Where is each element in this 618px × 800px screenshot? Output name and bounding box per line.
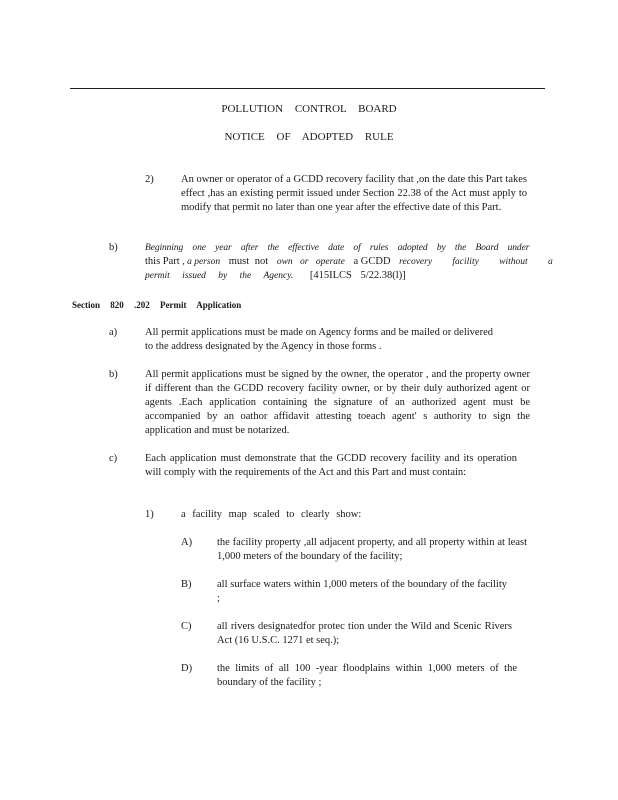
item-b-top-text (145, 241, 553, 283)
item-b-top-line3 (145, 269, 520, 283)
sub-c-text: all rivers designatedfor protec tion under the Wild and Scenic Rivers Act (16 U.S.C. 1271 et seq.); (217, 621, 512, 646)
line3-part-a: permit issued by the Agency. (145, 271, 294, 281)
line2-part-e: a GCDD (353, 256, 391, 267)
item-b-top-line1: Beginning one year after the effective date of rules adopted by the Board under (145, 243, 530, 253)
item-c-text: Each application must demonstrate that the GCDD recovery facility and its operation will comply with the requirements of the Act and this Part and must contain: (145, 453, 517, 478)
sub-d-text: the limits of all 100 -year floodplains within 1,000 meters of the boundary of the facility ; (217, 663, 517, 688)
item-c1-label: 1) (145, 509, 154, 520)
sub-a-label: A) (181, 537, 193, 548)
item-b-top-label: b) (109, 242, 118, 253)
board-title: POLLUTION CONTROL BOARD (221, 103, 397, 115)
item-a-label: a) (109, 327, 118, 338)
item-a-text: All permit applications must be made on Agency forms and be mailed or delivered to the address designated by the Agency in those forms . (145, 327, 493, 352)
line2-part-f: recovery facility without a (399, 257, 553, 267)
sub-b-label: B) (181, 579, 192, 590)
line2-part-d: own or operate (276, 257, 345, 267)
sub-a-text: the facility property ,all adjacent property, and all property within at least 1,000 meters of the boundary of the facility; (217, 537, 527, 562)
section-heading: Section 820 .202 Permit Application (72, 300, 242, 310)
notice-title: NOTICE OF ADOPTED RULE (224, 131, 394, 143)
item-2-label: 2) (145, 174, 154, 185)
item-b-top-line2 (145, 255, 553, 269)
item-c-label: c) (109, 453, 118, 464)
line2-part-c: must not (228, 256, 269, 267)
line2-part-a: this Part (145, 256, 180, 267)
sub-d-label: D) (181, 663, 193, 674)
item-c1-text: a facility map scaled to clearly show: (181, 509, 362, 520)
line2-part-b: , a person (182, 257, 221, 267)
line3-part-b: [415ILCS 5/22.38(l)] (309, 270, 406, 281)
sub-b-text: all surface waters within 1,000 meters of the boundary of the facility ; (217, 579, 507, 604)
item-b-text: All permit applications must be signed by the owner, the operator , and the property owner if different than the GCDD recovery facility owner, or by their duly authorized agent or agents .Each application containing the signature of an authorized agent must be accompanied by an oathor affidavit attesting toeach agent' s authority to sign the application and must be notarized. (145, 369, 530, 436)
item-b-label: b) (109, 369, 118, 380)
item-2-text: An owner or operator of a GCDD recovery facility that ,on the date this Part takes effect ,has an existing permit issued under Section 22.38 of the Act must apply to modify that permit no later than one year after the effective date of this Part. (181, 174, 527, 213)
sub-c-label: C) (181, 621, 192, 632)
header-rule (70, 88, 545, 89)
